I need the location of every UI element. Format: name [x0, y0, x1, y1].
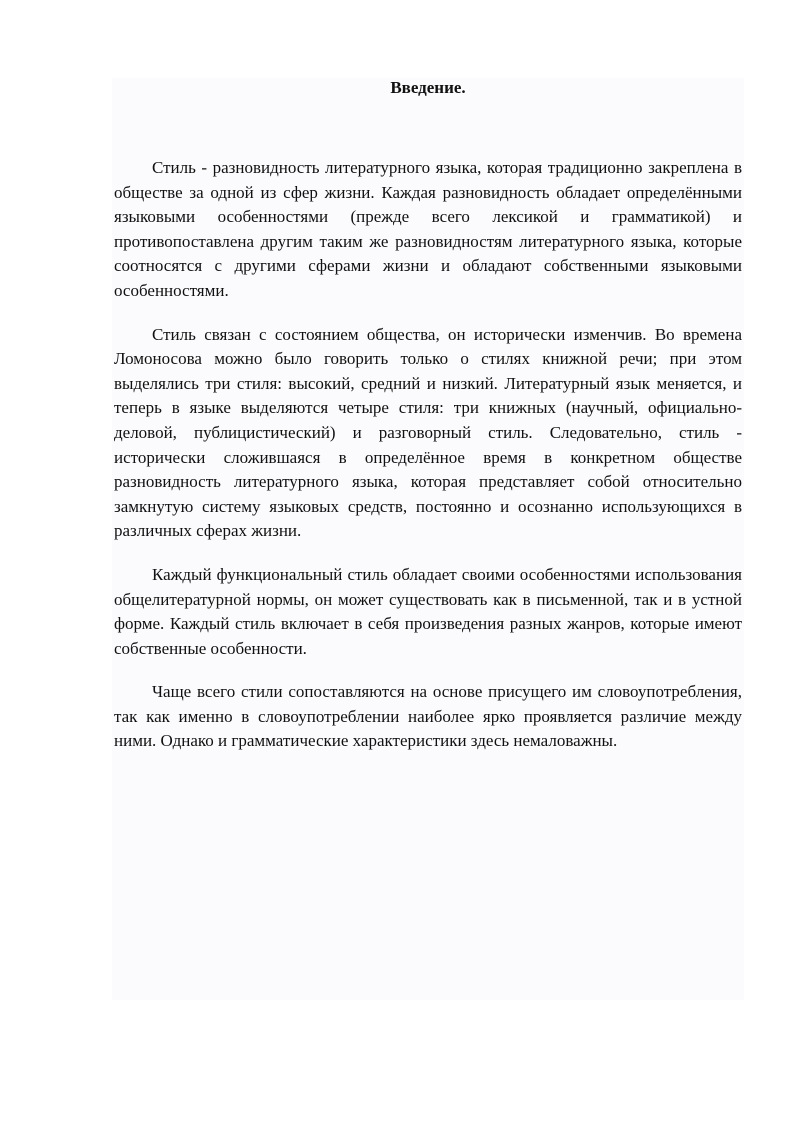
paragraph-3: Каждый функциональный стиль обладает своими особенностями использования общелитературной нормы, он может существовать как в письменной, так и в устной форме. Каждый стиль включает в себя произведения разных жанров, которые имеют собственные особенности.: [114, 564, 742, 658]
paragraph-2: Стиль связан с состоянием общества, он исторически изменчив. Во времена Ломоносова можно было говорить только о стилях книжной речи; при этом выделялись три стиля: высокий, средний и низкий. Литературный язык меняется, и теперь в языке выделяются четыре стиля: три книжных (научный, официально-деловой, публицистический) и разговорный стиль. Следовательно, стиль - исторически сложившаяся в определённое время в конкретном обществе разновидность литературного языка, которая представляет собой относительно замкнутую систему языковых средств, постоянно и осознанно использующихся в различных сферах жизни.: [114, 324, 742, 541]
document-body: [114, 76, 742, 754]
document-title: Введение.: [390, 78, 466, 97]
paragraph-1: Стиль - разновидность литературного языка, которая традиционно закреплена в обществе за одной из сфер жизни. Каждая разновидность обладает определёнными языковыми особенностями (прежде всего лексикой и грамматикой) и противопоставлена другим таким же разновидностям литературного языка, которые соотносятся с другими сферами жизни и обладают собственными языковыми особенностями.: [114, 158, 742, 300]
paragraph-4: Чаще всего стили сопоставляются на основе присущего им словоупотребления, так как именно в словоупотреблении наиболее ярко проявляется различие между ними. Однако и грамматические характеристики здесь немаловажны.: [114, 682, 742, 751]
